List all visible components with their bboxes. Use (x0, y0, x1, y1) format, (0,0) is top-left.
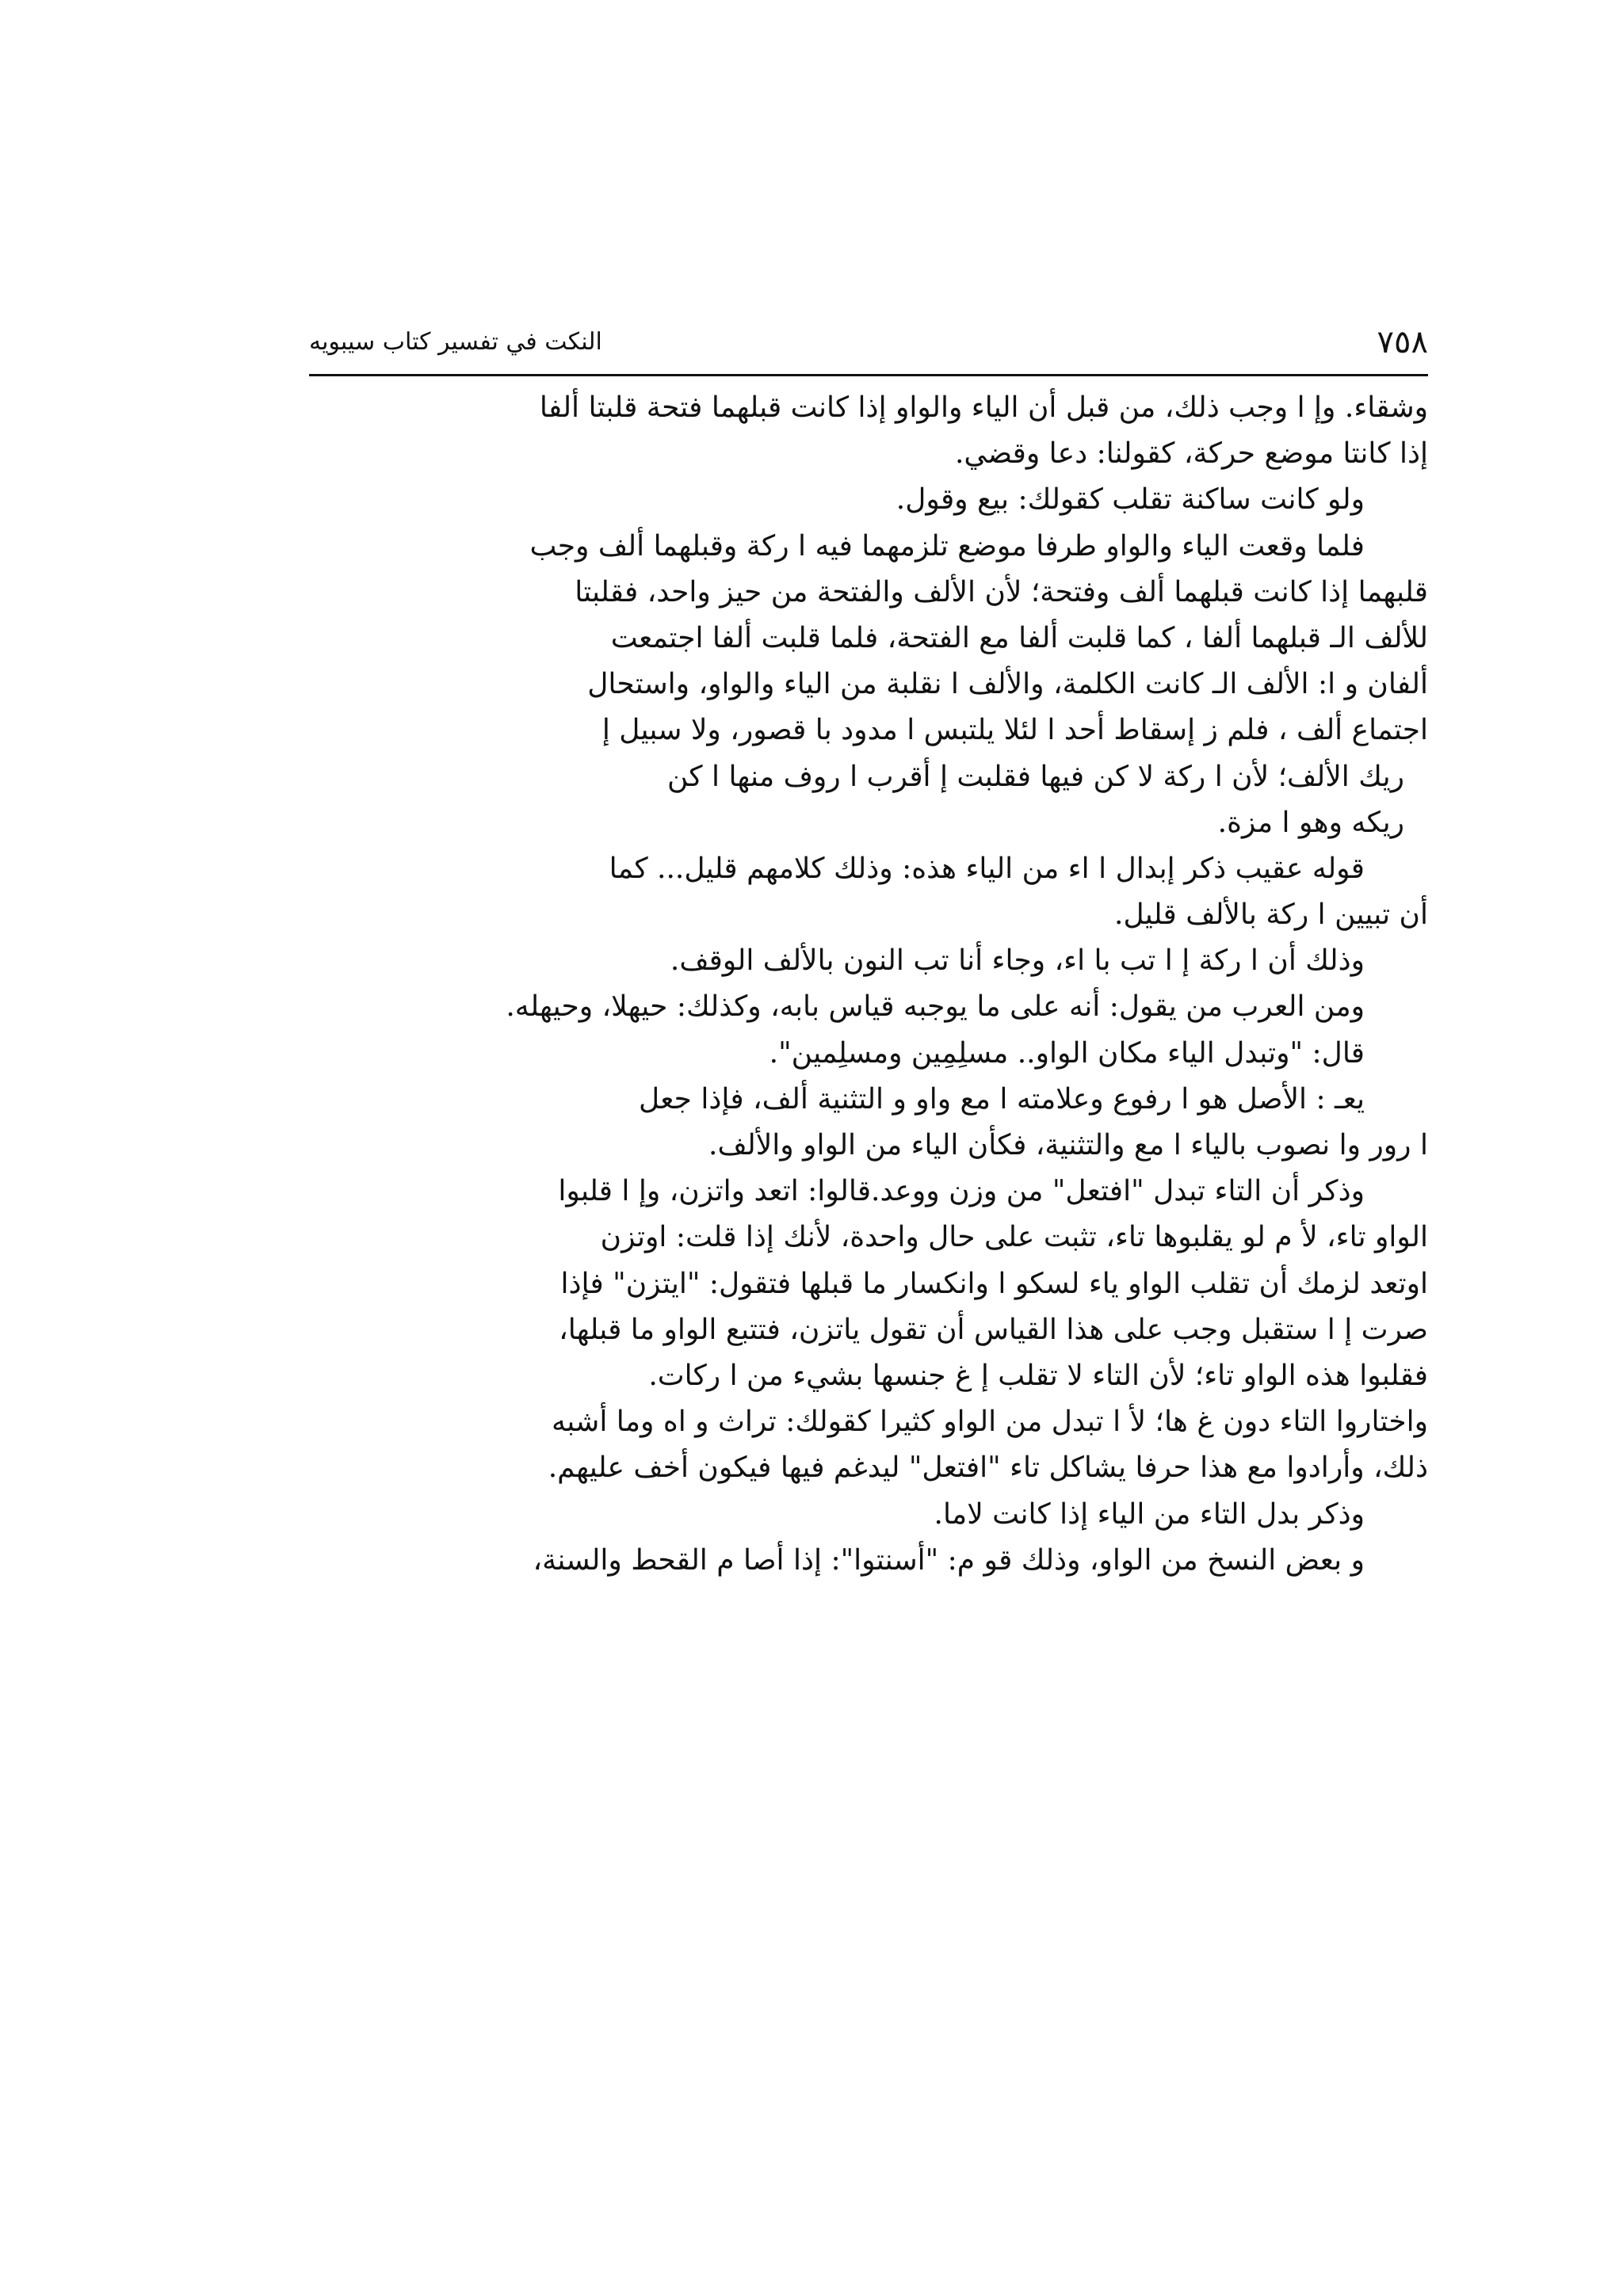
text-line: ريكه وهو ا مزة. (1217, 806, 1404, 839)
text-line: و بعض النسخ من الواو، وذلك قو م: "أسنتوا": إذا أصا م القحط والسنة، (533, 1543, 1365, 1577)
text-line: وذكر أن التاء تبدل "افتعل" من وزن ووعد.قالوا: اتعد واتزن، وإ ا قلبوا (558, 1175, 1365, 1208)
text-line: ريك الألف؛ لأن ا ركة لا كن فيها فقلبت إ أقرب ا روف منها ا كن (667, 760, 1404, 793)
text-line: وشقاء. وإ ا وجب ذلك، من قبل أن الياء والواو إذا كانت قبلهما فتحة قلبتا ألفا (539, 391, 1428, 424)
text-line: ذلك، وأرادوا مع هذا حرفا يشاكل تاء "افتعل" ليدغم فيها فيكون أخف عليهم. (548, 1451, 1428, 1485)
header-divider (309, 374, 1428, 376)
body-text (309, 385, 1428, 1584)
text-line: وذكر بدل التاء من الياء إذا كانت لاما. (934, 1497, 1365, 1531)
text-line: صرت إ ا ستقبل وجب على هذا القياس أن تقول ياتزن، فتتبع الواو ما قبلها، (559, 1313, 1428, 1346)
text-line: اوتعد لزمك أن تقلب الواو ياء لسكو ا وانكسار ما قبلها فتقول: "ايتزن" فإذا (560, 1267, 1428, 1300)
text-line: قلبهما إذا كانت قبلهما ألف وفتحة؛ لأن الألف والفتحة من حيز واحد، فقلبتا (575, 575, 1428, 608)
text-line: يعـ : الأصل هو ا رفوع وعلامته ا مع واو و التثنية ألف، فإذا جعل (639, 1082, 1365, 1116)
text-line: فلما وقعت الياء والواو طرفا موضع تلزمهما فيه ا ركة وقبلهما ألف وجب (529, 529, 1365, 563)
text-line: الواو تاء، لأ م لو يقلبوها تاء، تثبت على حال واحدة، لأنك إذا قلت: اوتزن (600, 1221, 1428, 1254)
text-line: ألفان و ا: الألف الـ كانت الكلمة، والألف ا نقلبة من الياء والواو، واستحال (587, 668, 1428, 701)
text-line: للألف الـ قبلهما ألفا ، كما قلبت ألفا مع الفتحة، فلما قلبت ألفا اجتمعت (610, 621, 1428, 654)
text-line: ومن العرب من يقول: أنه على ما يوجبه قياس بابه، وكذلك: حيهلا، وحيهله. (506, 990, 1365, 1024)
text-line: وذلك أن ا ركة إ ا تب با اء، وجاء أنا تب النون بالألف الوقف. (670, 944, 1365, 978)
text-line: قال: "وتبدل الياء مكان الواو.. مسلِمِين ومسلِمين". (769, 1036, 1365, 1070)
text-line: أن تبيين ا ركة بالألف قليل. (1114, 898, 1428, 932)
text-line: ا رور وا نصوب بالياء ا مع والتثنية، فكأن الياء من الواو والألف. (708, 1129, 1428, 1161)
text-line: واختاروا التاء دون غ ها؛ لأ ا تبدل من الواو كثيرا كقولك: تراث و اه وما أشبه (551, 1405, 1428, 1439)
text-line: فقلبوا هذه الواو تاء؛ لأن التاء لا تقلب إ غ جنسها بشيء من ا ركات. (648, 1359, 1428, 1392)
page-number: ٧٥٨ (1377, 324, 1428, 360)
text-line: قوله عقيب ذكر إبدال ا اء من الياء هذه: وذلك كلامهم قليل... كما (609, 852, 1365, 885)
running-title: النكت في تفسير كتاب سيبويه (309, 328, 602, 356)
page-header (309, 320, 1428, 364)
text-line: إذا كانتا موضع حركة، كقولنا: دعا وقضي. (954, 437, 1428, 471)
text-line: ولو كانت ساكنة تقلب كقولك: بيع وقول. (896, 483, 1365, 517)
text-line: اجتماع ألف ، فلم ز إسقاط أحد ا لئلا يلتبس ا مدود با قصور، ولا سبيل إ (601, 714, 1428, 747)
